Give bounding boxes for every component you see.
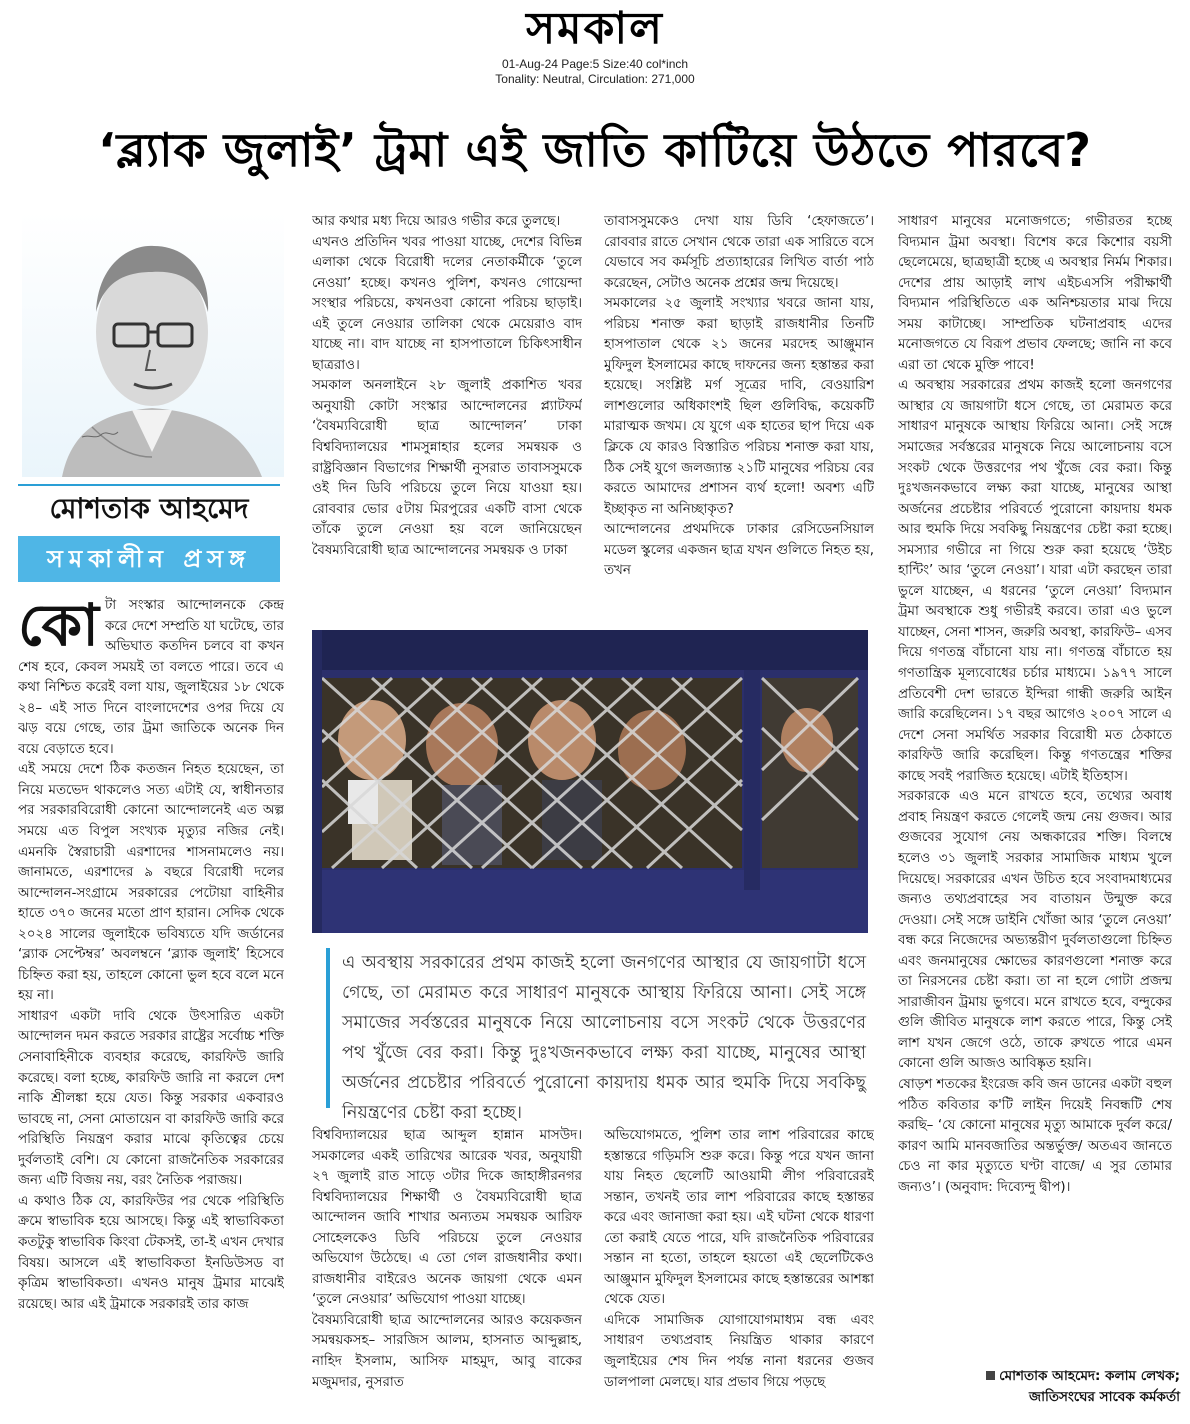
newspaper-logo bbox=[460, 2, 730, 56]
paragraph: এ কথাও ঠিক যে, কারফিউর পর থেকে পরিস্থিতি ক্রমে স্বাভাবিক হয়ে আসছে। কিন্তু এই স্বাভাবিকতা কতটুকু স্বাভাবিক কিংবা টেকসই, তা-ই এখন দেখার বিষয়। আসলে এই স্বাভাবিকতা ইনডিউসড বা কৃত্রিম স্বাভাবিকতা। এখনও মানুষ ট্রমার মাঝেই রয়েছে। আর এই ট্রমাকে সরকারই তার কাজ bbox=[18, 1193, 284, 1312]
paragraph: এই সময়ে দেশে ঠিক কতজন নিহত হয়েছেন, তা নিয়ে মতভেদ থাকলেও সত্য এটাই যে, স্বাধীনতার পর সরকারবিরোধী কোনো আন্দোলনেই এত অল্প সময়ে এত বিপুল সংখ্যক মৃত্যুর নজির নেই। এমনকি স্বৈরাচারী এরশাদের শাসনামলেও নয়। জানামতে, এরশাদের ৯ বছরে বিরোধী দলের আন্দোলন-সংগ্রামে সরকারের পেটোয়া বাহিনীর হাতে ৩৭০ জনের মতো প্রাণ হারান। সেদিক থেকে ২০২৪ সালের জুলাইকে ভবিষ্যতে যদি জর্ডানের ‘ব্ল্যাক সেপ্টেম্বর’ অবলম্বনে ‘ব্ল্যাক জুলাই’ হিসেবে চিহ্নিত করা হয়, তাহলে কোনো ভুল হবে বলে মনে হয় না। bbox=[18, 762, 284, 1004]
news-photo bbox=[312, 630, 868, 933]
column-3-bottom bbox=[604, 1126, 874, 1416]
author-portrait-sketch bbox=[22, 212, 284, 477]
author-footnote-text: মোশতাক আহমেদ: কলাম লেখক; bbox=[999, 1368, 1180, 1384]
author-portrait bbox=[22, 212, 284, 477]
paragraph: আর কথার মধ্য দিয়ে আরও গভীর করে তুলছে। bbox=[312, 214, 561, 229]
logo-text: সমকাল bbox=[526, 3, 664, 54]
paragraph: তাবাসসুমকেও দেখা যায় ডিবি ‘হেফাজতে’। রোববার রাতে সেখান থেকে তারা এক সারিতে বসে যেভাবে সব কর্মসূচি প্রত্যাহারের লিখিত বার্তা পাঠ করেছেন, সেটাও অনেক প্রশ্নের জন্ম দিয়েছে। bbox=[604, 214, 874, 291]
column-tag: সমকালীন প্রসঙ্গ bbox=[18, 536, 280, 582]
dropcap: কো bbox=[18, 596, 99, 659]
paragraph: সরকারকে এও মনে রাখতে হবে, তথ্যের অবাধ প্রবাহ নিয়ন্ত্রণ করতে গেলেই জন্ম নেয় গুজব। আর গুজবের সুযোগ নেয় অন্ধকারের শক্তি। বিলম্বে হলেও ৩১ জুলাই সরকার সামাজিক মাধ্যম খুলে দিয়েছে। সরকারের এখন উচিত হবে সংবাদমাধ্যমের জন্যও তথ্যপ্রবাহের সব বাতায়ন উন্মুক্ত করে দেওয়া। সেই সঙ্গে ডাইনি খোঁজা আর ‘তুলে নেওয়া’ বন্ধ করে নিজেদের অভ্যন্তরীণ দুর্বলতাগুলো চিহ্নিত এবং জনমানুষের ক্ষোভের কারণগুলো শনাক্ত করে তা নিরসনের চেষ্টা করা। তা না হলে গোটা প্রজন্ম সারাজীবন ট্রমায় ভুগবে। মনে রাখতে হবে, বন্দুকের গুলি জীবিত মানুষকে লাশ করতে পারে, কিন্তু সেই লাশ যখন জেগে ওঠে, তাকে রুখতে পারে এমন কোনো গুলি আজও আবিষ্কৃত হয়নি। bbox=[898, 789, 1172, 1072]
pull-quote: এ অবস্থায় সরকারের প্রথম কাজই হলো জনগণের আস্থার যে জায়গাটা ধসে গেছে, তা মেরামত করে সাধারণ মানুষকে আস্থায় ফিরিয়ে আনা। সেই সঙ্গে সমাজের সর্বস্তরের মানুষকে নিয়ে আলোচনায় বসে সংকট থেকে উত্তরণের পথ খুঁজে বের করা। কিন্তু দুঃখজনকভাবে লক্ষ্য করা যাচ্ছে, মানুষের আস্থা অর্জনের প্রচেষ্টার পরিবর্তে পুরোনো কায়দায় ধমক আর হুমকি দিয়ে সবকিছু নিয়ন্ত্রণের চেষ্টা করা হচ্ছে। bbox=[326, 948, 866, 1108]
author-name: মোশতাক আহমেদ bbox=[18, 484, 280, 532]
square-bullet-icon bbox=[986, 1371, 995, 1380]
article-headline: ‘ব্ল্যাক জুলাই’ ট্রমা এই জাতি কাটিয়ে উঠতে পারবে? bbox=[98, 123, 1092, 177]
clip-meta-line2: Tonality: Neutral, Circulation: 271,000 bbox=[495, 72, 695, 86]
author-footnote-line1 bbox=[900, 1366, 1180, 1387]
news-photo-image bbox=[312, 630, 868, 933]
paragraph: সমকালের ২৫ জুলাই সংখ্যার খবরে জানা যায়, পরিচয় শনাক্ত করা ছাড়াই রাজধানীর তিনটি হাসপাতাল থেকে ২১ জনের মরদেহ আঞ্জুমান মুফিদুল ইসলামের কাছে দাফনের জন্য হস্তান্তর করা হয়েছে। সংশ্লিষ্ট মর্গ সূত্রের দাবি, বেওয়ারিশ লাশগুলোর অধিকাংশই ছিল গুলিবিদ্ধ, কয়েকটি মারাত্মক জখম। যে যুগে এক হাতের ছাপ দিয়ে এক ক্লিকে যে কারও বিস্তারিত পরিচয় শনাক্ত করা যায়, ঠিক সেই যুগে জলজ্যান্ত ২১টি মানুষের পরিচয় বের করতে আমাদের প্রশাসন ব্যর্থ হলো! অবশ্য এটি ইচ্ছাকৃত না অনিচ্ছাকৃত? bbox=[604, 296, 874, 517]
column-2-top bbox=[312, 212, 582, 612]
paragraph: সাধারণ মানুষের মনোজগতে; গভীরতর হচ্ছে বিদ্যমান ট্রমা অবস্থা। বিশেষ করে কিশোর বয়সী ছেলেমেয়ে, ছাত্রছাত্রী হচ্ছে এ অবস্থার নির্মম শিকার। দেশের প্রায় আড়াই লাখ এইচএসসি পরীক্ষার্থী বিদ্যমান পরিস্থিতিতে এক অনিশ্চয়তার মাঝ দিয়ে সময় কাটাচ্ছে। সাম্প্রতিক ঘটনাপ্রবাহ এদের মনোজগতে যে বিরূপ প্রভাব ফেলছে; জানি না কবে এরা তা থেকে মুক্তি পাবে! bbox=[898, 214, 1172, 373]
paragraph: বিশ্ববিদ্যালয়ের ছাত্র আব্দুল হান্নান মাসউদ। সমকালের একই তারিখের আরেক খবর, অনুযায়ী ২৭ জুলাই রাত সাড়ে ৩টার দিকে জাহাঙ্গীরনগর বিশ্ববিদ্যালয়ের শিক্ষার্থী ও বৈষম্যবিরোধী ছাত্র আন্দোলন জাবি শাখার অন্যতম সমন্বয়ক আরিফ সোহেলকেও ডিবি পরিচয়ে তুলে নেওয়ার অভিযোগ উঠেছে। এ তো গেল রাজধানীর কথা। রাজধানীর বাইরেও অনেক জায়গা থেকে এমন ‘তুলে নেওয়ার’ অভিযোগ পাওয়া যাচ্ছে। bbox=[312, 1128, 582, 1308]
column-3-top bbox=[604, 212, 874, 612]
author-footnote bbox=[900, 1366, 1180, 1408]
paragraph: এখনও প্রতিদিন খবর পাওয়া যাচ্ছে, দেশের বিভিন্ন এলাকা থেকে বিরোধী দলের নেতাকর্মীকে ‘তুলে নেওয়া’ হচ্ছে। কখনও পুলিশ, কখনও গোয়েন্দা সংস্থার পরিচয়ে, কখনওবা কোনো পরিচয় ছাড়াই। এই তুলে নেওয়ার তালিকা থেকে মেয়েরাও বাদ যাচ্ছে না। বাদ যাচ্ছে না হাসপাতালে চিকিৎসাধীন ছাত্ররাও। bbox=[312, 234, 582, 373]
paragraph: সমকাল অনলাইনে ২৮ জুলাই প্রকাশিত খবর অনুযায়ী কোটা সংস্কার আন্দোলনের প্ল্যাটফর্ম ‘বৈষম্যবিরোধী ছাত্র আন্দোলন’ ঢাকা বিশ্ববিদ্যালয়ের শামসুন্নাহার হলের সমন্বয়ক ও রাষ্ট্রবিজ্ঞান বিভাগের শিক্ষার্থী নুসরাত তাবাসসুমকে ওই দিন ডিবি পরিচয়ে তুলে নিয়ে যাওয়া হয়। রোববার ভোর ৫টায় মিরপুরের একটি বাসা থেকে তাঁকে তুলে নেওয়া হয় বলে জানিয়েছেন বৈষম্যবিরোধী ছাত্র আন্দোলনের সমন্বয়ক ও ঢাকা bbox=[312, 378, 582, 558]
author-footnote-line2: জাতিসংঘের সাবেক কর্মকর্তা bbox=[1029, 1389, 1180, 1405]
paragraph: বৈষম্যবিরোধী ছাত্র আন্দোলনের আরও কয়েকজন সমন্বয়কসহ– সারজিস আলম, হাসনাত আব্দুল্লাহ, নাহিদ ইসলাম, আসিফ মাহমুদ, আবু বাকের মজুমদার, নুসরাত bbox=[312, 1312, 582, 1390]
paragraph: অভিযোগমতে, পুলিশ তার লাশ পরিবারের কাছে হস্তান্তরে গড়িমসি শুরু করে। কিন্তু পরে যখন জানা যায় নিহত ছেলেটি আওয়ামী লীগ পরিবারেরই সন্তান, তখনই তার লাশ পরিবারের কাছে হস্তান্তর করে এবং জানাজা করা হয়। এই ঘটনা থেকে ধারণা তো করাই যেতে পারে, যদি রাজনৈতিক পরিবারের সন্তান না হতো, তাহলে হয়তো এই ছেলেটিকেও আঞ্জুমান মুফিদুল ইসলামের কাছে হস্তান্তরের আশঙ্কা থেকে যেত। bbox=[604, 1128, 874, 1308]
paragraph: সাধারণ একটা দাবি থেকে উৎসারিত একটা আন্দোলন দমন করতে সরকার রাষ্ট্রের সর্বোচ্চ শক্তি সেনাবাহিনীকে ব্যবহার করেছে, কারফিউ জারি করেছে। বলা হচ্ছে, কারফিউ জারি না করলে দেশ নাকি শ্রীলঙ্কা হয়ে যেত। কিন্তু সরকার একবারও ভাবছে না, সেনা মোতায়েন বা কারফিউ জারি করে পরিস্থিতি নিয়ন্ত্রণ করার মাঝে কৃতিত্বের চেয়ে দুর্বলতাই বেশি। যে কোনো রাজনৈতিক সরকারের জন্য এটি বিজয় নয়, বরং নৈতিক পরাজয়। bbox=[18, 1008, 284, 1189]
column-1 bbox=[18, 596, 284, 1404]
paragraph: এ অবস্থায় সরকারের প্রথম কাজই হলো জনগণের আস্থার যে জায়গাটা ধসে গেছে, তা মেরামত করে সাধারণ মানুষকে আস্থায় ফিরিয়ে আনা। সেই সঙ্গে সমাজের সর্বস্তরের মানুষকে নিয়ে আলোচনায় বসে সংকট থেকে উত্তরণের পথ খুঁজে বের করা। কিন্তু দুঃখজনকভাবে লক্ষ্য করা যাচ্ছে, মানুষের আস্থা অর্জনের প্রচেষ্টার পরিবর্তে পুরোনো কায়দায় ধমক আর হুমকি দিয়ে সবকিছু নিয়ন্ত্রণের চেষ্টা করা হচ্ছে। সমস্যার গভীরে না গিয়ে শুরু করা হয়েছে ‘উইচ হান্টিং’ আর ‘তুলে নেওয়া’। যারা এটা করছেন তারা ভুলে যাচ্ছেন, এ ধরনের ‘তুলে নেওয়া’ বিদ্যমান ট্রমা অবস্থাকে শুধু গভীরই করবে। তারা এও ভুলে যাচ্ছেন, সেনা শাসন, জরুরি অবস্থা, কারফিউ– এসব দিয়ে গণতন্ত্র বাঁচানো যায় না। গণতন্ত্র বাঁচাতে হয় গণতান্ত্রিক মূল্যবোধের চর্চার মাধ্যমে। ১৯৭৭ সালে প্রতিবেশী দেশ ভারতে ইন্দিরা গান্ধী জরুরি আইন জারি করেছিলেন। ১৭ বছর আগেও ২০০৭ সালে এ দেশে সেনা সমর্থিত সরকার বিরোধী মত ঠেকাতে কারফিউ জারি করেছিল। কিন্তু গণতন্ত্রের শক্তির কাছে সবই পরাজিত হয়েছে। এটাই ইতিহাস। bbox=[898, 378, 1172, 784]
paragraph: এদিকে সামাজিক যোগাযোগমাধ্যম বন্ধ এবং সাধারণ তথ্যপ্রবাহ নিয়ন্ত্রিত থাকার কারণে জুলাইয়ের শেষ দিন পর্যন্ত নানা ধরনের গুজব ডালপালা মেলছে। যার প্রভাব গিয়ে পড়ছে bbox=[604, 1312, 874, 1390]
clip-meta-line1: 01-Aug-24 Page:5 Size:40 col*inch bbox=[501, 57, 689, 71]
paragraph: আন্দোলনের প্রথমদিকে ঢাকার রেসিডেনসিয়াল মডেল স্কুলের একজন ছাত্র যখন গুলিতে নিহত হয়, তখন bbox=[604, 522, 874, 579]
column-4 bbox=[898, 212, 1172, 1360]
paragraph: টা সংস্কার আন্দোলনকে কেন্দ্র করে দেশে সম্প্রতি যা ঘটেছে, তার অভিঘাত কতদিন চলবে বা কখন শেষ হবে, কেবল সময়ই তা বলতে পারে। তবে এ কথা নিশ্চিত করেই বলা যায়, জুলাইয়ের ১৮ থেকে ২৪– এই সাত দিনে বাংলাদেশের ওপর দিয়ে যে ঝড় বয়ে গেছে, তার ট্রমা জাতিকে অনেক দিন বয়ে বেড়াতে হবে। bbox=[18, 598, 284, 757]
column-2-bottom bbox=[312, 1126, 582, 1416]
paragraph: ষোড়শ শতকের ইংরেজ কবি জন ডানের একটা বহুল পঠিত কবিতার ক'টি লাইন দিয়েই নিবন্ধটি শেষ করছি– ‘যে কোনো মানুষের মৃত্যু আমাকে দুর্বল করে/ কারণ আমি মানবজাতির অন্তর্ভুক্ত/ অতএব জানতে চেও না কার মৃত্যুতে ঘণ্টা বাজে/ এ সুর তোমার জন্যও’। (অনুবাদ: দিব্যেন্দু দ্বীপ)। bbox=[898, 1076, 1172, 1195]
